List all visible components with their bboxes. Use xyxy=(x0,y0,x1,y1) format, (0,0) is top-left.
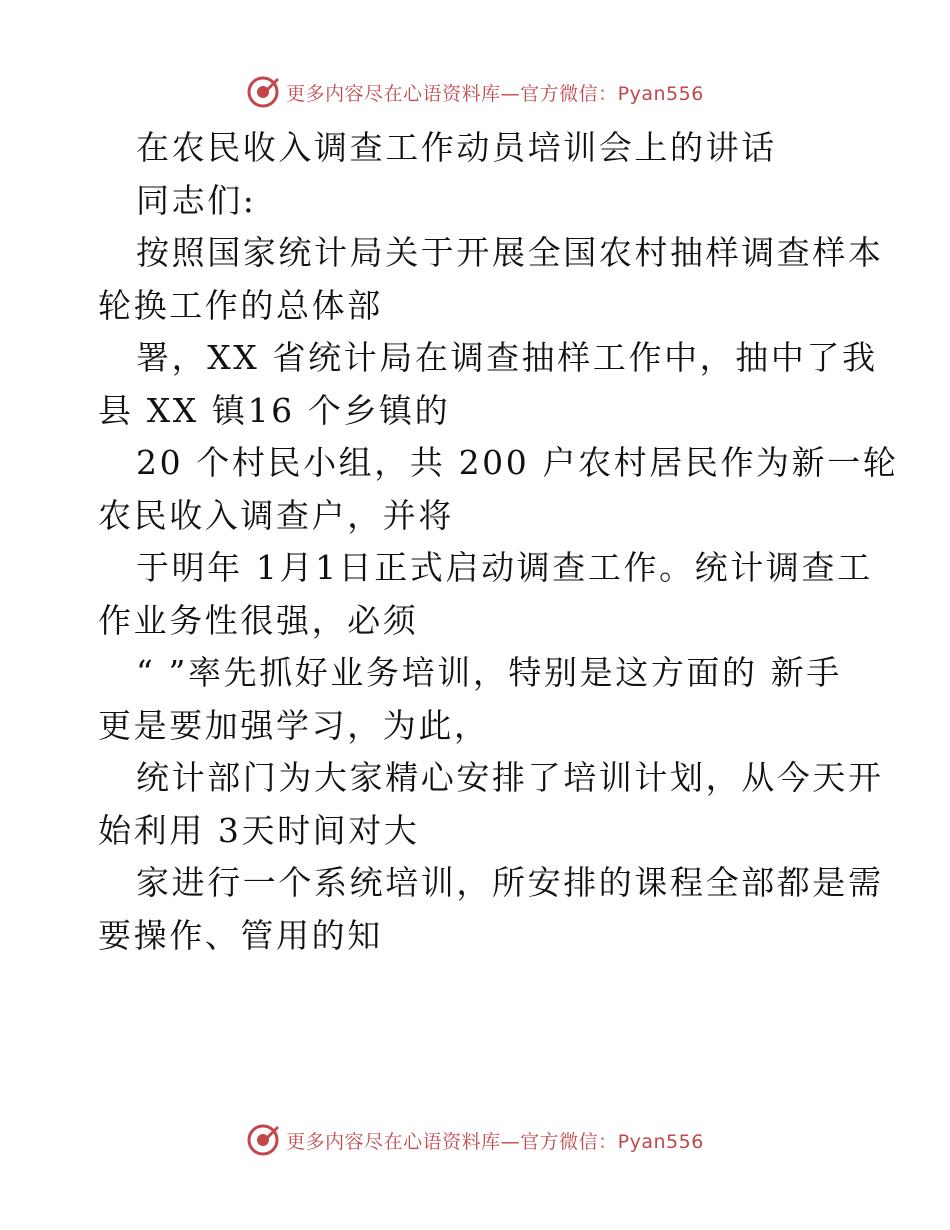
watermark-text: 更多内容尽在心语资料库—官方微信：Pyan556 xyxy=(286,1130,704,1153)
document-title: 在农民收入调查工作动员培训会上的讲话 xyxy=(136,128,777,167)
paragraph-line: 更是要加强学习，为此， xyxy=(98,705,490,745)
salutation: 同志们: xyxy=(136,180,257,220)
paragraph-line: 统计部门为大家精心安排了培训计划，从今天开 xyxy=(136,758,884,797)
paragraph-line: “ ”率先抓好业务培训，特别是这方面的 新手 xyxy=(136,653,842,692)
paragraph-line: 按照国家统计局关于开展全国农村抽样调查样本 xyxy=(136,233,884,272)
paragraph-line: 署，XX 省统计局在调查抽样工作中，抽中了我 xyxy=(136,338,878,377)
paragraph-line: 要操作、管用的知 xyxy=(98,915,383,955)
paragraph-line: 轮换工作的总体部 xyxy=(98,285,383,325)
paragraph-line: 农民收入调查户，并将 xyxy=(98,495,454,535)
pen-logo-icon xyxy=(246,1123,280,1157)
header-watermark xyxy=(0,72,950,112)
watermark-text: 更多内容尽在心语资料库—官方微信：Pyan556 xyxy=(286,82,704,105)
pen-logo-icon xyxy=(246,75,280,109)
paragraph-line: 始利用 3天时间对大 xyxy=(98,810,420,850)
document-body xyxy=(98,122,899,962)
paragraph-line: 20 个村民小组，共 200 户农村居民作为新一轮 xyxy=(136,443,899,482)
paragraph-line: 家进行一个系统培训，所安排的课程全部都是需 xyxy=(136,863,884,902)
footer-watermark xyxy=(0,1120,950,1160)
paragraph-line: 于明年 1月1日正式启动调查工作。统计调查工 xyxy=(136,548,873,587)
paragraph-line: 县 XX 镇16 个乡镇的 xyxy=(98,390,451,430)
paragraph-line: 作业务性很强，必须 xyxy=(98,600,419,640)
